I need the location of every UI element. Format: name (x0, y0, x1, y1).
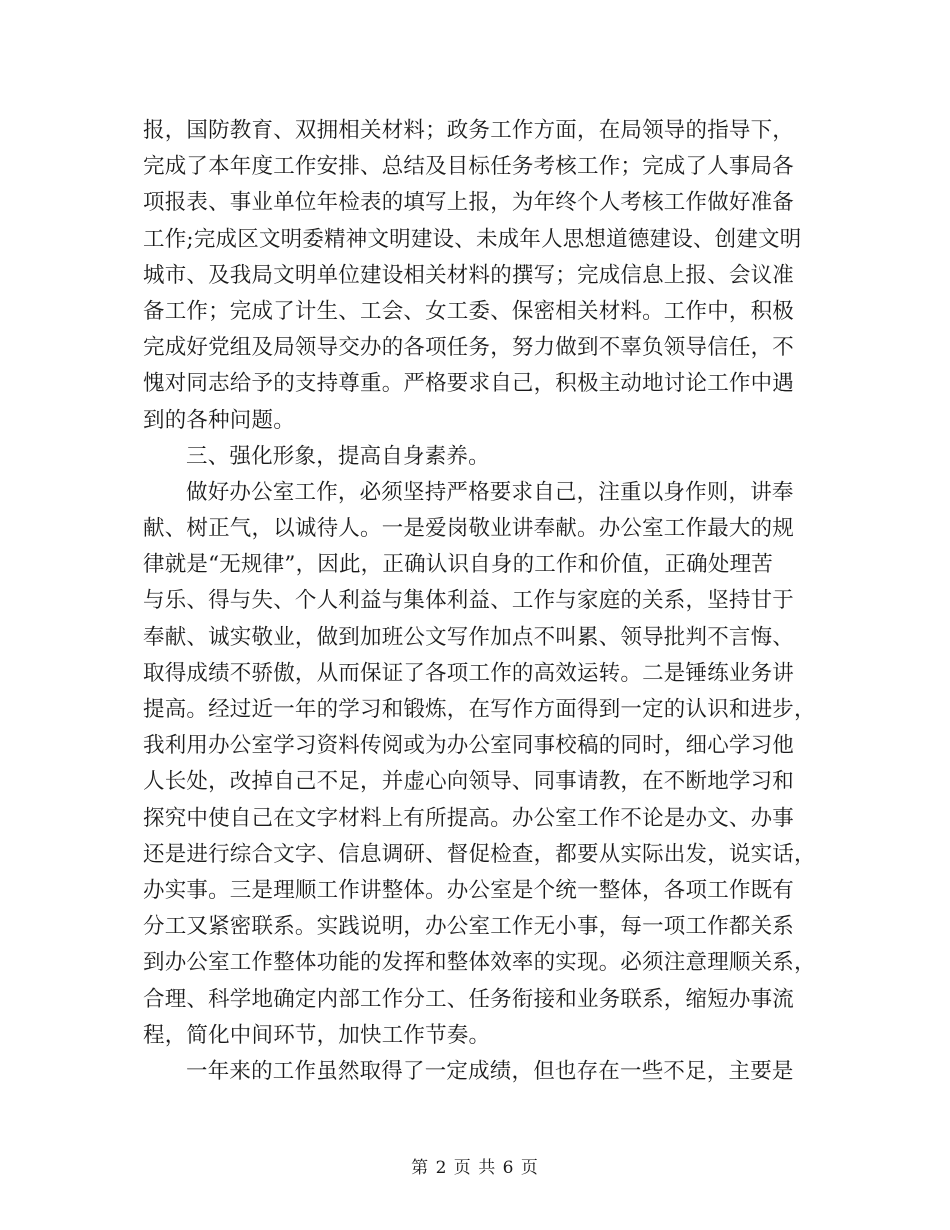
text-line: 城市、及我局文明单位建设相关材料的撰写；完成信息上报、会议准 (143, 262, 795, 288)
text-line: 三、强化形象，提高自身素养。 (186, 443, 490, 469)
text-line: 一年来的工作虽然取得了一定成绩，但也存在一些不足，主要是 (186, 1058, 794, 1084)
text-line: 到办公室工作整体功能的发挥和整体效率的实现。必须注意理顺关系， (143, 950, 816, 976)
text-line: 奉献、诚实敬业，做到加班公文写作加点不叫累、领导批判不言悔、 (143, 624, 795, 650)
text-line: 完成好党组及局领导交办的各项任务，努力做到不辜负领导信任，不 (143, 335, 795, 361)
text-line: 程，简化中间环节，加快工作节奏。 (143, 1022, 491, 1048)
text-line: 与乐、得与失、个人利益与集体利益、工作与家庭的关系，坚持甘于 (143, 588, 795, 614)
page-number-footer: 第 2 页 共 6 页 (411, 1158, 539, 1178)
text-line: 工作;完成区文明委精神文明建设、未成年人思想道德建设、创建文明 (143, 226, 802, 252)
text-line: 报，国防教育、双拥相关材料；政务工作方面，在局领导的指导下， (143, 118, 795, 143)
text-line: 献、树正气，以诚待人。一是爱岗敬业讲奉献。办公室工作最大的规 (143, 516, 795, 542)
text-line: 愧对同志给予的支持尊重。严格要求自己，积极主动地讨论工作中遇 (143, 371, 795, 397)
text-line: 合理、科学地确定内部工作分工、任务衔接和业务联系，缩短办事流 (143, 986, 795, 1012)
text-line: 我利用办公室学习资料传阅或为办公室同事校稿的同时，细心学习他 (143, 733, 795, 759)
text-line: 律就是“无规律”，因此，正确认识自身的工作和价值，正确处理苦 (143, 552, 773, 578)
text-line: 探究中使自己在文字材料上有所提高。办公室工作不论是办文、办事 (143, 805, 795, 831)
document-body (143, 113, 816, 1090)
text-line: 完成了本年度工作安排、总结及目标任务考核工作；完成了人事局各 (143, 154, 795, 180)
text-line: 项报表、事业单位年检表的填写上报，为年终个人考核工作做好准备 (143, 190, 795, 216)
text-line: 还是进行综合文字、信息调研、督促检查，都要从实际出发，说实话， (143, 841, 816, 867)
text-line: 取得成绩不骄傲，从而保证了各项工作的高效运转。二是锤练业务讲 (143, 660, 795, 686)
text-line: 做好办公室工作，必须坚持严格要求自己，注重以身作则，讲奉 (186, 479, 794, 505)
text-line: 办实事。三是理顺工作讲整体。办公室是个统一整体，各项工作既有 (143, 877, 795, 903)
text-line: 到的各种问题。 (143, 407, 295, 433)
text-line: 人长处，改掉自己不足，并虚心向领导、同事请教，在不断地学习和 (143, 769, 795, 795)
text-line: 分工又紧密联系。实践说明，办公室工作无小事，每一项工作都关系 (143, 914, 795, 940)
text-line: 备工作；完成了计生、工会、女工委、保密相关材料。工作中，积极 (143, 298, 795, 324)
text-line: 提高。经过近一年的学习和锻炼，在写作方面得到一定的认识和进步， (143, 697, 816, 722)
